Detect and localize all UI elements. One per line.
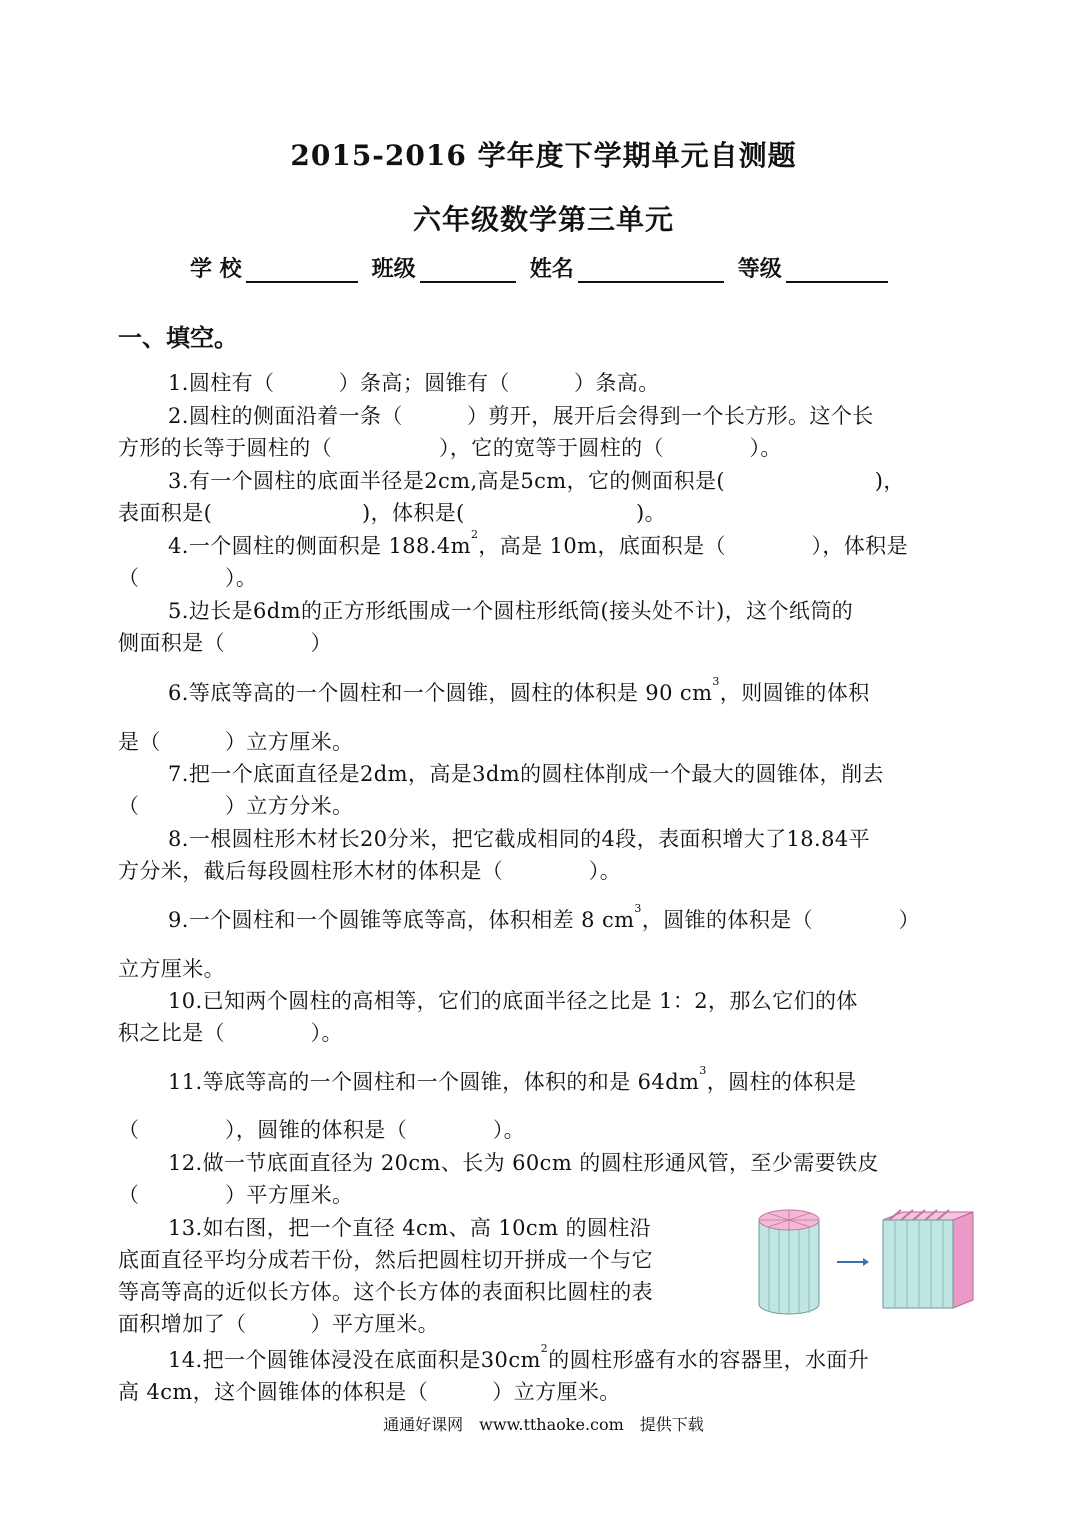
question-11-text-b: ，圆柱的体积是 — [706, 1070, 857, 1094]
question-12-line-2: （ ）平方厘米。 — [118, 1183, 354, 1207]
grade-blank[interactable] — [786, 259, 888, 283]
question-7-line-2: （ ）立方分米。 — [118, 794, 354, 818]
question-4-line-2: （ ）。 — [118, 566, 258, 590]
superscript: 3 — [699, 1064, 707, 1077]
question-13-line-1: 13.如右图，把一个直径 4cm、高 10cm 的圆柱沿 — [168, 1216, 652, 1240]
prism-figure — [883, 1210, 973, 1308]
question-9-line-2: 立方厘米。 — [118, 957, 225, 981]
superscript: 3 — [634, 902, 642, 915]
school-blank[interactable] — [246, 259, 358, 283]
question-14-line-2: 高 4cm，这个圆锥体的体积是（ ）立方厘米。 — [118, 1380, 621, 1404]
question-12-line-1: 12.做一节底面直径为 20cm、长为 60cm 的圆柱形通风管，至少需要铁皮 — [168, 1151, 879, 1175]
arrow-icon — [837, 1258, 869, 1266]
question-2-line-1: 2.圆柱的侧面沿着一条（ ）剪开，展开后会得到一个长方形。这个长 — [168, 404, 874, 428]
name-blank[interactable] — [578, 259, 724, 283]
question-6-line-1 — [168, 677, 870, 707]
question-14-text-a: 14.把一个圆锥体浸没在底面积是30cm — [168, 1348, 541, 1372]
question-14-text-b: 的圆柱形盛有水的容器里，水面升 — [548, 1348, 870, 1372]
question-11-text-a: 11.等底等高的一个圆柱和一个圆锥，体积的和是 64dm — [168, 1070, 700, 1094]
question-14-line-1 — [168, 1344, 869, 1374]
class-label: 班级 — [371, 256, 416, 282]
question-6-line-2: 是（ ）立方厘米。 — [118, 730, 354, 754]
page-title: 2015-2016 学年度下学期单元自测题 — [290, 139, 797, 172]
superscript: 2 — [470, 528, 479, 541]
superscript: 2 — [540, 1342, 549, 1355]
question-7-line-1: 7.把一个底面直径是2dm，高是3dm的圆柱体削成一个最大的圆锥体，削去 — [168, 762, 884, 786]
question-2-line-2: 方形的长等于圆柱的（ ），它的宽等于圆柱的（ ）。 — [118, 436, 782, 460]
question-5-line-1: 5.边长是6dm的正方形纸围成一个圆柱形纸筒(接头处不计)，这个纸筒的 — [168, 599, 854, 623]
student-info-row — [190, 252, 902, 283]
question-4-text-b: ，高是 10m，底面积是（ ），体积是 — [478, 534, 908, 558]
page-subtitle: 六年级数学第三单元 — [412, 203, 674, 236]
section-heading: 一、填空。 — [118, 323, 238, 352]
question-11-line-2: （ ），圆锥的体积是（ ）。 — [118, 1118, 525, 1142]
question-10-line-2: 积之比是（ ）。 — [118, 1021, 343, 1045]
question-10-line-1: 10.已知两个圆柱的高相等，它们的底面半径之比是 1：2，那么它们的体 — [168, 989, 858, 1013]
cylinder-figure — [759, 1210, 819, 1314]
question-9-text-b: ，圆锥的体积是（ ） — [641, 908, 921, 932]
question-9-text-a: 9.一个圆柱和一个圆锥等底等高，体积相差 8 cm — [168, 908, 635, 932]
page-footer: 通通好课网 www.tthaoke.com 提供下载 — [383, 1415, 704, 1434]
question-8-line-2: 方分米，截后每段圆柱形木材的体积是（ ）。 — [118, 859, 622, 883]
grade-label: 等级 — [737, 256, 782, 282]
question-8-line-1: 8.一根圆柱形木材长20分米，把它截成相同的4段，表面积增大了18.84平 — [168, 827, 871, 851]
superscript: 3 — [712, 675, 720, 688]
question-1: 1.圆柱有（ ）条高；圆锥有（ ）条高。 — [168, 371, 660, 395]
question-5-line-2: 侧面积是（ ） — [118, 631, 332, 655]
class-blank[interactable] — [420, 259, 516, 283]
question-3-line-1: 3.有一个圆柱的底面半径是2cm,高是5cm，它的侧面积是( )， — [168, 469, 905, 493]
question-6-text-b: ，则圆锥的体积 — [719, 681, 870, 705]
cylinder-to-prism-figure — [755, 1206, 980, 1318]
question-3-line-2: 表面积是( )，体积是( )。 — [118, 501, 666, 525]
name-label: 姓名 — [529, 256, 574, 282]
question-13-line-2: 底面直径平均分成若干份，然后把圆柱切开拼成一个与它 — [118, 1248, 653, 1272]
question-4-text-a: 4.一个圆柱的侧面积是 188.4m — [168, 534, 471, 558]
school-label: 学 校 — [190, 256, 242, 282]
question-9-line-1 — [168, 904, 920, 934]
question-6-text-a: 6.等底等高的一个圆柱和一个圆锥，圆柱的体积是 90 cm — [168, 681, 713, 705]
question-4-line-1 — [168, 530, 908, 560]
question-13-line-3: 等高等高的近似长方体。这个长方体的表面积比圆柱的表 — [118, 1280, 653, 1304]
question-11-line-1 — [168, 1066, 857, 1096]
question-13-line-4: 面积增加了（ ）平方厘米。 — [118, 1312, 439, 1336]
